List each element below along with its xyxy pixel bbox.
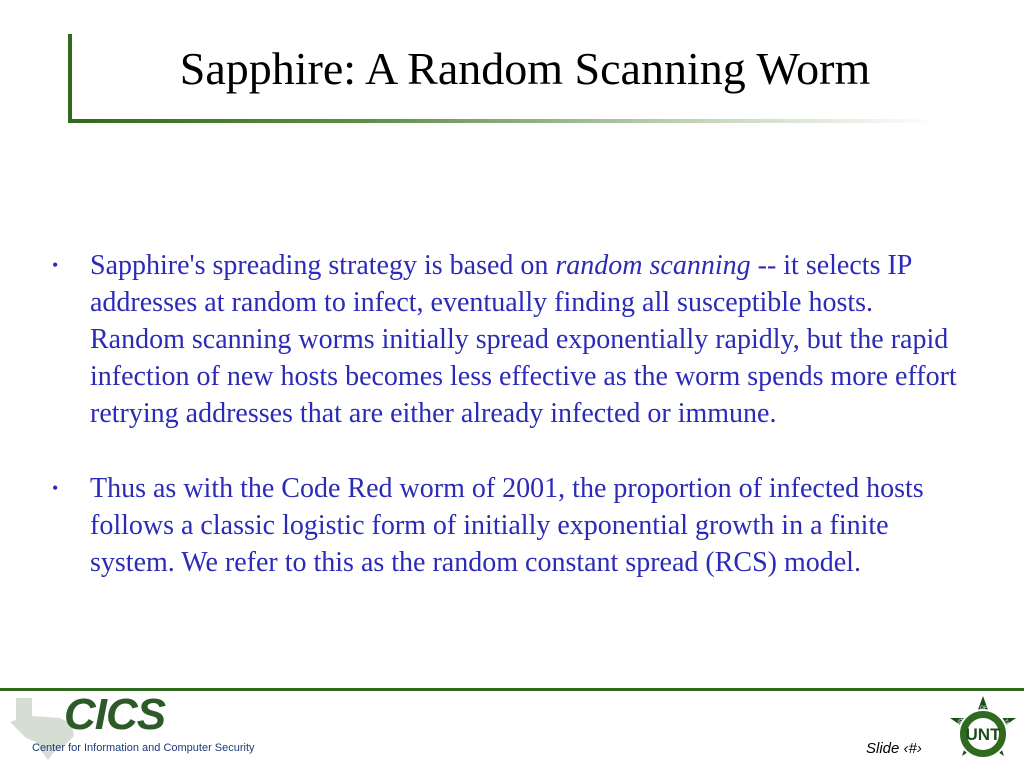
bullet-text: Thus as with the Code Red worm of 2001, the proportion of infected hosts follows a classic logistic form of initially exponential growth in a finite system. We refer to this as the random constant spread (RCS) model. xyxy=(90,473,924,578)
bullet-emphasis: random scanning xyxy=(555,250,751,281)
unt-logo-text: UNT xyxy=(965,725,1001,744)
title-accent-horizontal xyxy=(68,119,938,123)
bullet-item xyxy=(52,247,972,432)
bullet-icon: • xyxy=(52,255,59,275)
bullet-text-start: Sapphire's spreading strategy is based on xyxy=(90,250,556,281)
slide-body xyxy=(52,247,972,581)
cics-logo xyxy=(8,690,268,762)
cics-logo-subtitle: Center for Information and Computer Security xyxy=(32,742,255,754)
slide-number: Slide ‹#› xyxy=(866,740,922,757)
cics-logo-text: CICS xyxy=(64,690,166,739)
slide-title: Sapphire: A Random Scanning Worm xyxy=(179,43,871,94)
bullet-text-end: -- it selects IP addresses at random to infect, eventually finding all susceptible hosts. Random scanning worms initially spread exponentially rapidly, but the rapid infection of new hosts becomes less effective as the worm spends more effort retrying addresses that are either already infected or immune. xyxy=(90,250,957,429)
bullet-icon: • xyxy=(52,478,59,498)
unt-logo-icon xyxy=(944,694,1022,768)
unt-ring-text-path: UNIVERSITY OF NORTH TEXA xyxy=(954,704,1012,733)
bullet-item xyxy=(52,470,972,581)
